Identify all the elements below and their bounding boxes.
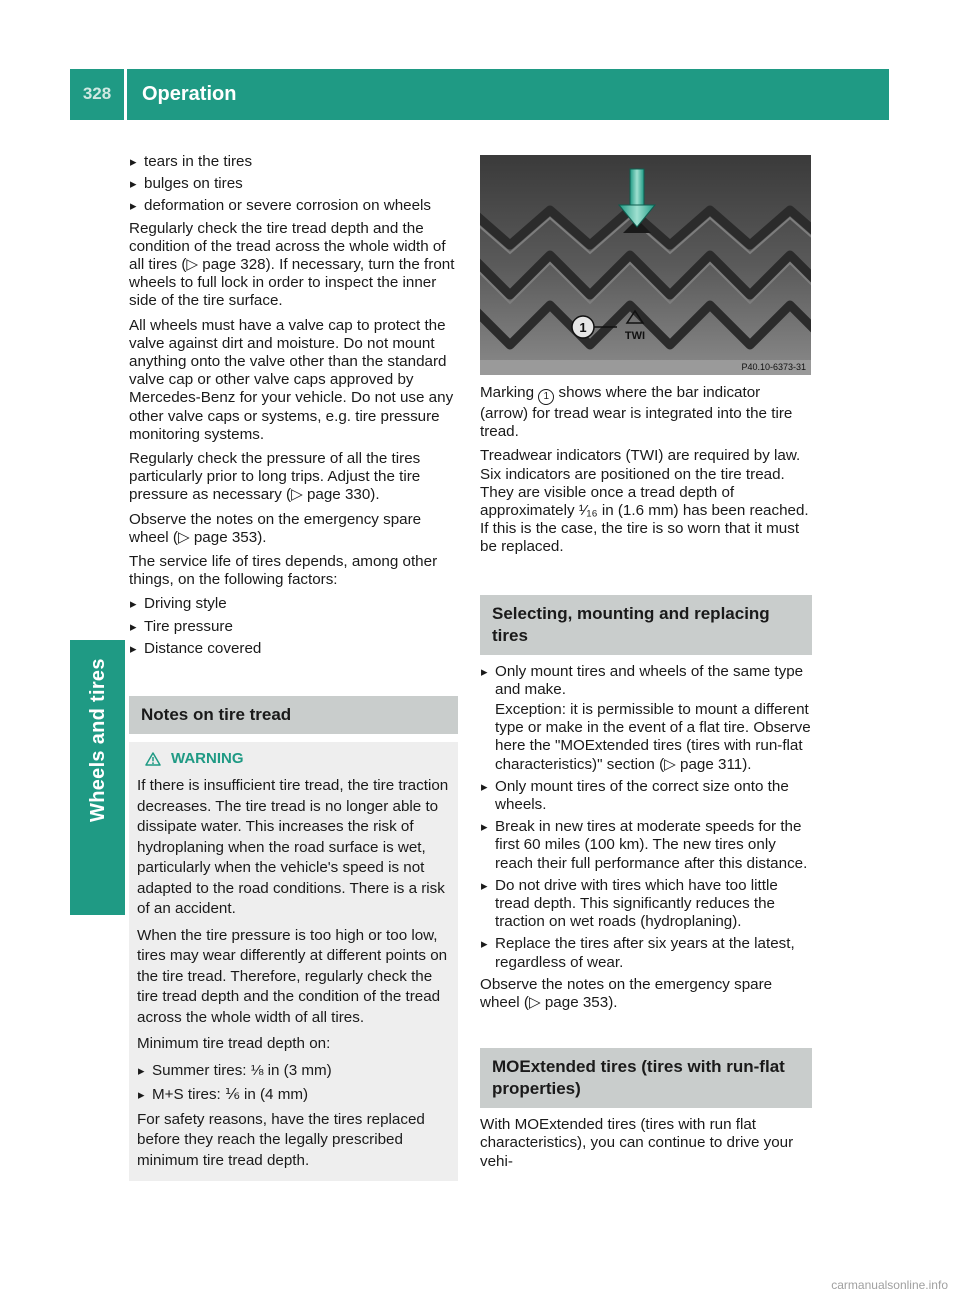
list-item: ▸ Break in new tires at moderate speeds for the first 60 miles (100 km). The new tires only reach their full performance after this distance. bbox=[480, 818, 812, 873]
warning-paragraph: If there is insufficient tire tread, the tire traction decreases. The tire tread is no longer able to dissipate water. This increases the risk of hydroplaning when the road surface is wet, particularly when the vehicle's speed is not adapted to the road conditions. There is a risk of an accident. bbox=[137, 777, 449, 918]
side-tab-label: Wheels and tires bbox=[86, 658, 109, 822]
header-divider bbox=[124, 69, 127, 120]
list-item: ▸ Distance covered bbox=[129, 640, 458, 658]
list-item: ▸ bulges on tires bbox=[129, 175, 458, 193]
paragraph: Exception: it is permissible to mount a different type or make in the event of a flat tire. Observe here the "MOExtended tires (tires with run-flat characteristics)" section (▷ page 311). bbox=[495, 701, 811, 773]
text-run: Marking bbox=[480, 384, 539, 401]
warning-paragraph: When the tire pressure is too high or too low, tires may wear differently at different points on the tire tread. Therefore, regularly check the tire tread depth and the condition of the tread across the whole width of all tires. bbox=[137, 926, 448, 1026]
side-tab-label-wrap bbox=[70, 640, 125, 840]
paragraph: Treadwear indicators (TWI) are required by law. Six indicators are positioned on the tire tread. They are visible once a tread depth of approximately ¹⁄₁₆ in (1.6 mm) has been reached. If this is the case, the tire is so worn that it must be replaced. bbox=[480, 447, 809, 556]
warning-triangle-icon bbox=[145, 752, 161, 766]
list-item: ▸ Replace the tires after six years at the latest, regardless of wear. bbox=[480, 935, 812, 971]
warning-paragraph: Minimum tire tread depth on: bbox=[137, 1035, 331, 1053]
warning-label: WARNING bbox=[171, 750, 244, 768]
section-title: Operation bbox=[142, 83, 237, 106]
list-item: ▸ Tire pressure bbox=[129, 618, 458, 636]
image-code: P40.10-6373-31 bbox=[741, 362, 806, 372]
subheading-tire-tread: Notes on tire tread bbox=[129, 696, 458, 734]
list-item: ▸ Driving style bbox=[129, 595, 458, 613]
list-item: ▸ Do not drive with tires which have too little tread depth. This significantly reduces the traction on wet roads (hydroplaning). bbox=[480, 877, 812, 932]
subheading-moextended: MOExtended tires (tires with run-flat properties) bbox=[480, 1048, 812, 1108]
tire-tread-image bbox=[480, 155, 811, 375]
list-item: ▸ Only mount tires and wheels of the same type and make. bbox=[480, 663, 812, 699]
footer-watermark: carmanualsonline.info bbox=[831, 1278, 948, 1292]
page-header bbox=[70, 69, 889, 120]
left-column bbox=[129, 153, 458, 1181]
image-marker: 1 bbox=[579, 320, 587, 335]
right-column bbox=[480, 384, 812, 1177]
warning-box bbox=[129, 742, 458, 1181]
paragraph: Observe the notes on the emergency spare wheel (▷ page 353). bbox=[129, 510, 422, 546]
paragraph: Regularly check the pressure of all the tires particularly prior to long trips. Adjust the tire pressure as necessary (▷ page 330). bbox=[129, 450, 421, 504]
subheading-selecting-tires: Selecting, mounting and replacing tires bbox=[480, 595, 812, 655]
marker-circle: 1 bbox=[538, 389, 554, 405]
list-item: ▸ tears in the tires bbox=[129, 153, 458, 171]
twi-label: TWI bbox=[624, 330, 646, 342]
paragraph: All wheels must have a valve cap to protect the valve against dirt and moisture. Do not mount anything onto the valve other than the standard valve cap or other valve caps approved by Mercedes-Benz for your vehicle. Do not use any other valve caps or systems, e.g. tire pressure monitoring systems. bbox=[129, 316, 454, 443]
list-item: ▸ deformation or severe corrosion on wheels bbox=[129, 197, 458, 215]
paragraph: With MOExtended tires (tires with run flat characteristics), you can continue to drive your vehi- bbox=[480, 1116, 794, 1170]
list-item: ▸ Only mount tires of the correct size onto the wheels. bbox=[480, 778, 812, 814]
paragraph: Observe the notes on the emergency spare wheel (▷ page 353). bbox=[480, 975, 773, 1012]
page-number: 328 bbox=[82, 84, 112, 104]
warning-title-row bbox=[137, 750, 450, 768]
list-item: ▸ Summer tires: ⅛ in (3 mm) bbox=[137, 1061, 450, 1082]
paragraph bbox=[480, 384, 812, 441]
warning-paragraph: For safety reasons, have the tires replaced before they reach the legally prescribed minimum tire tread depth. bbox=[137, 1110, 425, 1169]
paragraph: The service life of tires depends, among other things, on the following factors: bbox=[129, 553, 438, 589]
paragraph: Regularly check the tire tread depth and the condition of the tread across the whole width of all tires (▷ page 328). If necessary, turn the front wheels to full lock in order to inspect the inner side of the tire surface. bbox=[129, 219, 455, 310]
text-run: shows where the bar indicator (arrow) for tread wear is integrated into the tire tread. bbox=[480, 384, 793, 441]
list-item: ▸ M+S tires: ⅙ in (4 mm) bbox=[137, 1085, 450, 1106]
